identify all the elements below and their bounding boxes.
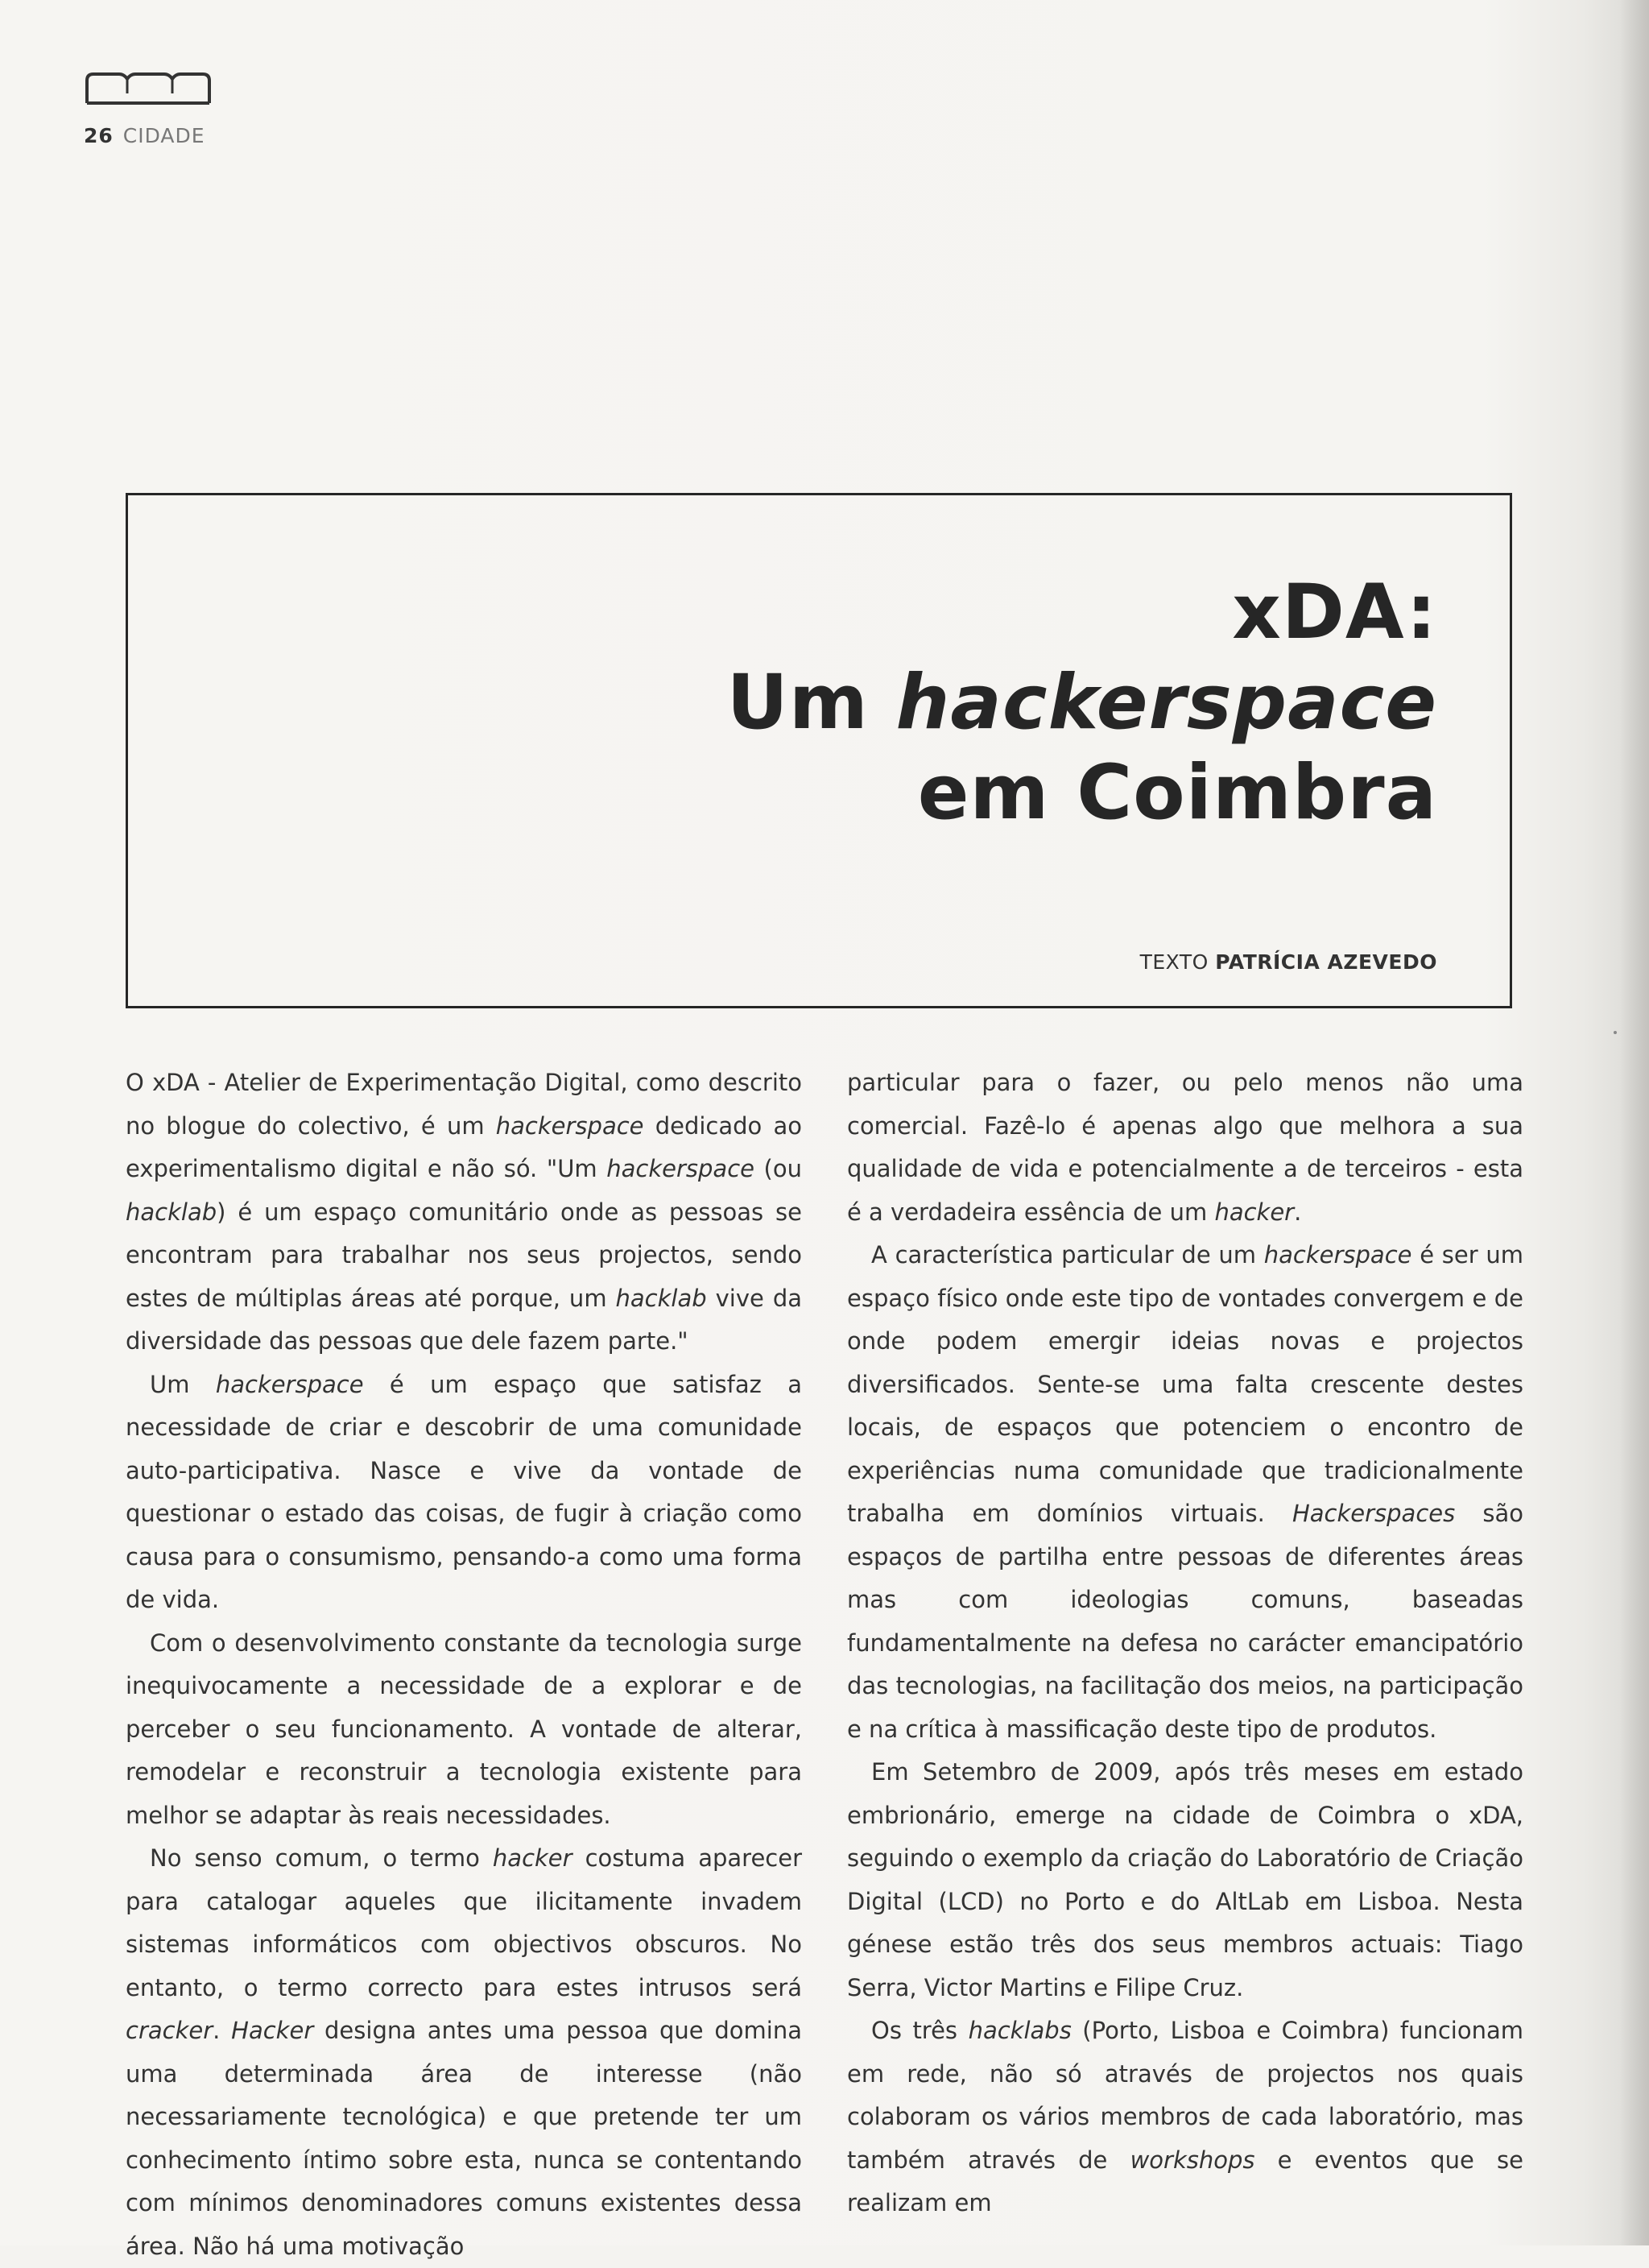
- text-run: Com o desenvolvimento constante da tecnologia surge inequivocamente a necessidade de a explorar e de perceber o seu funcionamento. A vontade de alterar, remodelar e reconstruir a tecnologia existente para melhor se adaptar às reais necessidades.: [126, 1629, 802, 1829]
- paper-speck: [1614, 1031, 1617, 1034]
- text-run: ) é um espaço comunitário onde as pessoas se encontram para trabalhar nos seus projectos, sendo estes de múltiplas áreas até porque, um: [126, 1198, 802, 1312]
- italic-term: hacklab: [126, 1198, 217, 1226]
- body-column-right: [847, 1062, 1523, 2225]
- text-run: Um: [150, 1370, 216, 1398]
- title-line-1: xDA:: [1232, 569, 1437, 656]
- title-line-2-prefix: Um: [726, 659, 896, 747]
- text-run: .: [213, 2017, 232, 2044]
- page-edge-shadow: [1620, 0, 1649, 2245]
- magazine-logo-icon: [84, 69, 213, 105]
- italic-term: hacklab: [615, 1284, 707, 1312]
- paragraph: [847, 2009, 1523, 2225]
- byline-label: TEXTO: [1139, 950, 1209, 974]
- article-title: [726, 568, 1437, 838]
- text-run: e eventos que se realizam em: [847, 2146, 1523, 2216]
- paragraph: [126, 1837, 802, 2268]
- text-run: vive da diversidade das pessoas que dele fazem parte.": [126, 1284, 803, 1355]
- paragraph: [847, 1751, 1523, 2009]
- italic-term: hacklabs: [968, 2017, 1072, 2044]
- italic-term: hacker: [492, 1844, 572, 1872]
- title-line-2-italic: hackerspace: [895, 659, 1437, 747]
- italic-term: hackerspace: [606, 1155, 754, 1182]
- byline: [1140, 950, 1437, 974]
- title-line-3: em Coimbra: [917, 749, 1437, 837]
- text-run: .: [1294, 1198, 1302, 1226]
- body-column-left: [126, 1062, 802, 2268]
- paragraph: [847, 1062, 1523, 1234]
- text-run: No senso comum, o termo: [150, 1844, 493, 1872]
- text-run: particular para o fazer, ou pelo menos não uma comercial. Fazê-lo é apenas algo que melhora a sua qualidade de vida e potencialmente a de terceiros - esta é a verdadeira essência de um: [847, 1069, 1523, 1226]
- text-run: Em Setembro de 2009, após três meses em estado embrionário, emerge na cidade de Coimbra o xDA, seguindo o exemplo da criação do Laboratório de Criação Digital (LCD) no Porto e do AltLab em Lisboa. Nesta génese estão três dos seus membros actuais: Tiago Serra, Victor Martins e Filipe Cruz.: [847, 1758, 1523, 2001]
- text-run: são espaços de partilha entre pessoas de diferentes áreas mas com ideologias comuns, baseadas fundamentalmente na defesa no carácter emancipatório das tecnologias, na facilitação dos meios, na participação e na crítica à massificação deste tipo de produtos.: [847, 1500, 1523, 1743]
- italic-term: workshops: [1130, 2146, 1255, 2174]
- text-run: é um espaço que satisfaz a necessidade de criar e descobrir de uma comunidade auto-participativa. Nasce e vive da vontade de questionar o estado das coisas, de fugir à criação como causa para o consumismo, pensando-a como uma forma de vida.: [126, 1370, 802, 1613]
- section-name: CIDADE: [122, 124, 205, 147]
- text-run: costuma aparecer para catalogar aqueles que ilicitamente invadem sistemas informáticos com objectivos obscuros. No entanto, o termo correcto para estes intrusos será: [126, 1844, 802, 2001]
- title-line-2: [726, 658, 1437, 748]
- paragraph: [126, 1364, 802, 1622]
- italic-term: hackerspace: [1263, 1241, 1412, 1269]
- title-box: [126, 493, 1512, 1008]
- text-run: O xDA - Atelier de Experimentação Digital, como descrito no blogue do colectivo, é um: [126, 1069, 802, 1140]
- text-run: dedicado ao experimentalismo digital e não só. "Um: [126, 1111, 802, 1182]
- byline-author: PATRÍCIA AZEVEDO: [1215, 950, 1437, 974]
- paragraph: [126, 1062, 802, 1364]
- italic-term: hackerspace: [215, 1370, 364, 1398]
- italic-term: Hacker: [231, 2017, 314, 2044]
- page-number: 26: [84, 124, 114, 147]
- text-run: é ser um espaço físico onde este tipo de vontades convergem e de onde podem emergir ideias novas e projectos diversificados. Sente-se uma falta crescente destes locais, de espaços que potenciem o encontro de experiências numa comunidade que tradicionalmente trabalha em domínios virtuais.: [847, 1241, 1524, 1527]
- italic-term: hacker: [1214, 1198, 1295, 1226]
- text-run: (ou: [754, 1155, 802, 1182]
- paragraph: [847, 1234, 1523, 1751]
- italic-term: hackerspace: [495, 1111, 644, 1140]
- text-run: designa antes uma pessoa que domina uma determinada área de interesse (não necessariamente tecnológica) e que pretende ter um conhecimento íntimo sobre esta, nunca se contentando com mínimos denominadores comuns existentes dessa área. Não há uma motivação: [126, 2017, 802, 2260]
- page-folio: [84, 124, 205, 147]
- text-run: A característica particular de um: [871, 1241, 1264, 1269]
- italic-term: cracker: [126, 2017, 213, 2044]
- text-run: (Porto, Lisboa e Coimbra) funcionam em rede, não só através de projectos nos quais colaboram os vários membros de cada laboratório, mas também através de: [847, 2017, 1523, 2174]
- italic-term: Hackerspaces: [1292, 1500, 1456, 1527]
- paragraph: [126, 1622, 802, 1838]
- text-run: Os três: [871, 2017, 969, 2044]
